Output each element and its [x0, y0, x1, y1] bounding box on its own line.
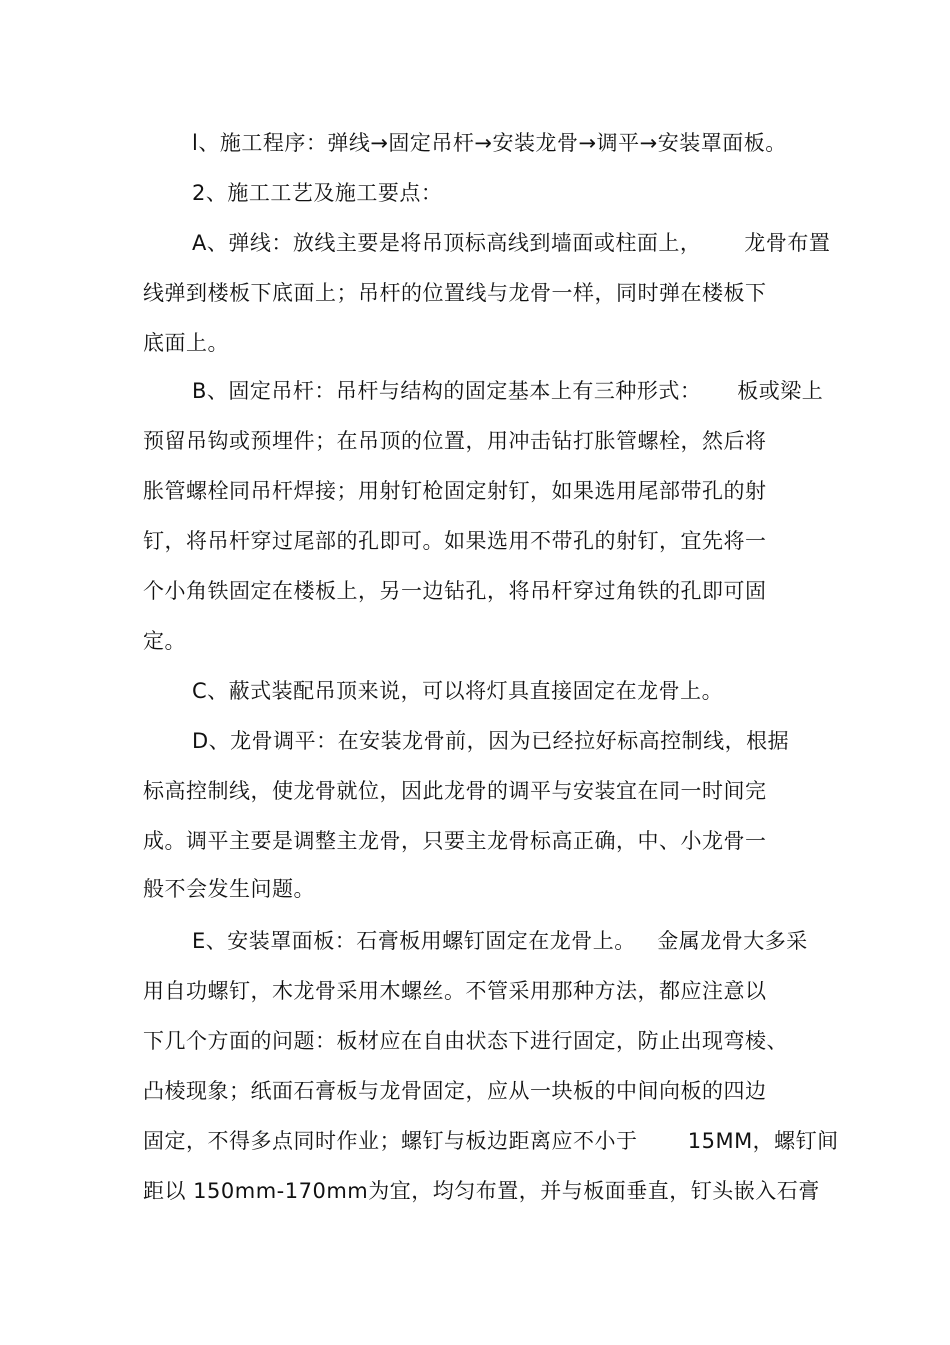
text-line: 用自功螺钉，木龙骨采用木螺丝。不管采用那种方法，都应注意以 — [143, 979, 767, 1003]
text-line: 标高控制线，使龙骨就位，因此龙骨的调平与安装宜在同一时间完 — [143, 779, 767, 803]
text-line: 钉，将吊杆穿过尾部的孔即可。如果选用不带孔的射钉，宜先将一 — [143, 529, 767, 553]
text-line: 成。调平主要是调整主龙骨，只要主龙骨标高正确，中、小龙骨一 — [143, 829, 767, 853]
text-line: B、固定吊杆：吊杆与结构的固定基本上有三种形式： 板或梁上 — [192, 379, 824, 403]
text-line: 定。 — [143, 629, 186, 653]
text-line: 凸棱现象；纸面石膏板与龙骨固定，应从一块板的中间向板的四边 — [143, 1079, 767, 1103]
text-line: 般不会发生问题。 — [143, 877, 315, 901]
text-line: A、弹线：放线主要是将吊顶标高线到墙面或柱面上， 龙骨布置 — [192, 231, 831, 255]
text-line: l、施工程序：弹线→固定吊杆→安装龙骨→调平→安装罩面板。 — [192, 131, 787, 155]
text-line: 底面上。 — [143, 331, 229, 355]
text-line: 固定，不得多点同时作业；螺钉与板边距离应不小于 15MM，螺钉间 — [143, 1129, 839, 1153]
text-line: 预留吊钩或预埋件；在吊顶的位置，用冲击钻打胀管螺栓，然后将 — [143, 429, 767, 453]
text-line: 线弹到楼板下底面上；吊杆的位置线与龙骨一样，同时弹在楼板下 — [143, 281, 767, 305]
text-line: C、蔽式装配吊顶来说，可以将灯具直接固定在龙骨上。 — [192, 679, 724, 703]
text-line: D、龙骨调平：在安装龙骨前，因为已经拉好标高控制线，根据 — [192, 729, 790, 753]
text-line: 2、施工工艺及施工要点： — [192, 181, 443, 205]
text-line: 胀管螺栓同吊杆焊接；用射钉枪固定射钉，如果选用尾部带孔的射 — [143, 479, 767, 503]
text-line: 个小角铁固定在楼板上，另一边钻孔，将吊杆穿过角铁的孔即可固 — [143, 579, 767, 603]
text-line: E、安装罩面板：石膏板用螺钉固定在龙骨上。 金属龙骨大多采 — [192, 929, 808, 953]
text-line: 距以 150mm-170mm为宜，均匀布置，并与板面垂直，钉头嵌入石膏 — [143, 1179, 820, 1203]
text-line: 下几个方面的问题：板材应在自由状态下进行固定，防止出现弯棱、 — [143, 1029, 788, 1053]
